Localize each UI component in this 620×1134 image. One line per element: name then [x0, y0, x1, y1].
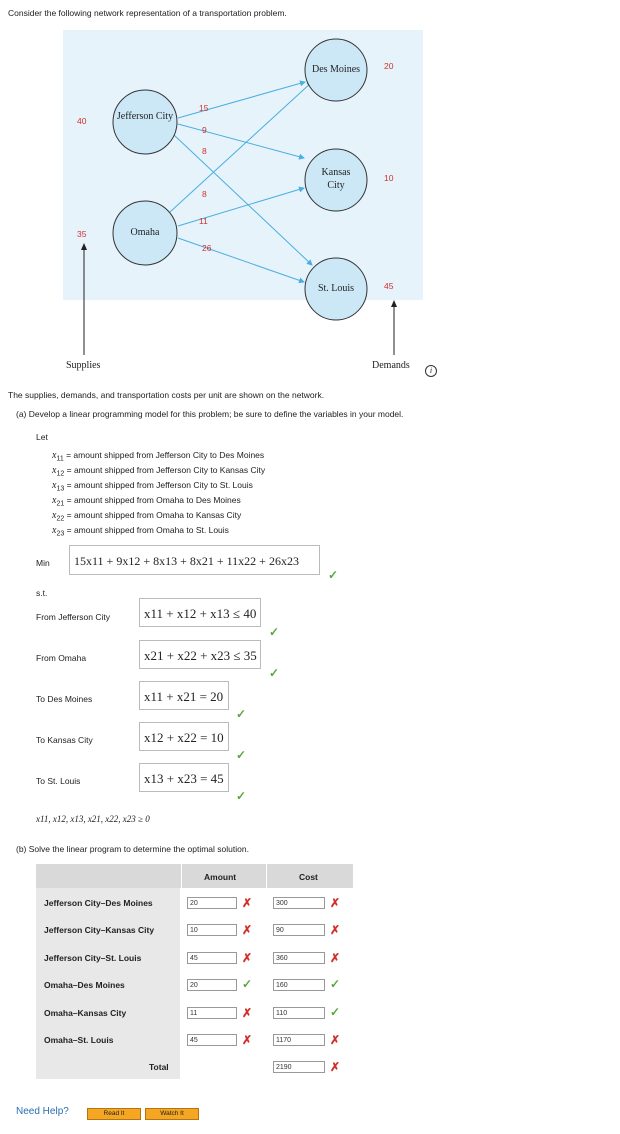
- node-label-des-moines: Des Moines: [311, 64, 361, 75]
- check-icon: ✓: [242, 977, 253, 991]
- row-label-om-sl: Omaha–St. Louis: [44, 1035, 114, 1045]
- constraint-label-st-louis: To St. Louis: [36, 776, 81, 786]
- read-it-button[interactable]: Read It: [87, 1108, 141, 1120]
- cross-icon: ✗: [242, 896, 253, 910]
- demand-des-moines: 20: [384, 61, 394, 71]
- cross-icon: ✗: [242, 951, 253, 965]
- cross-icon: ✗: [330, 951, 341, 965]
- cross-icon: ✗: [242, 1006, 253, 1020]
- var-def-x23: $x_{23}$ = amount shipped from Omaha to St. Louis: [52, 525, 229, 538]
- nonnegativity: x11, x12, x13, x21, x22, x23 ≥ 0: [36, 814, 150, 824]
- min-label: Min: [36, 558, 50, 568]
- check-icon: ✓: [330, 1005, 341, 1019]
- cross-icon: ✗: [330, 1060, 341, 1074]
- demand-kansas-city: 10: [384, 173, 394, 183]
- part-a-prompt: (a) Develop a linear programming model for this problem; be sure to define the variables in your model.: [16, 409, 404, 419]
- info-icon[interactable]: i: [425, 365, 437, 377]
- diagram-background: [63, 30, 423, 300]
- row-label-jc-dm: Jefferson City–Des Moines: [44, 898, 153, 908]
- constraint-field-des-moines[interactable]: x11 + x21 = 20: [139, 681, 229, 710]
- total-cost-input[interactable]: 2190: [273, 1061, 325, 1073]
- cost-jc-dm: 15: [199, 103, 209, 113]
- check-icon: ✓: [236, 748, 247, 762]
- amount-input-om-kc[interactable]: 11: [187, 1007, 237, 1019]
- row-label-om-kc: Omaha–Kansas City: [44, 1008, 127, 1018]
- cross-icon: ✗: [242, 923, 253, 937]
- var-def-x21: $x_{21}$ = amount shipped from Omaha to Des Moines: [52, 495, 241, 508]
- cost-input-jc-sl[interactable]: 360: [273, 952, 325, 964]
- amount-input-om-sl[interactable]: 45: [187, 1034, 237, 1046]
- check-icon: ✓: [328, 568, 339, 582]
- cost-jc-sl: 8: [202, 146, 207, 156]
- constraint-label-jefferson: From Jefferson City: [36, 612, 111, 622]
- amount-input-jc-sl[interactable]: 45: [187, 952, 237, 964]
- cost-input-om-kc[interactable]: 110: [273, 1007, 325, 1019]
- cost-jc-kc: 9: [202, 125, 207, 135]
- demands-label: Demands: [372, 360, 410, 371]
- amount-input-jc-kc[interactable]: 10: [187, 924, 237, 936]
- constraint-field-omaha[interactable]: x21 + x22 + x23 ≤ 35: [139, 640, 261, 669]
- node-label-kansas-city: Kansas City: [321, 167, 351, 191]
- st-label: s.t.: [36, 588, 48, 598]
- var-def-x13: $x_{13}$ = amount shipped from Jefferson City to St. Louis: [52, 480, 253, 493]
- network-diagram: [0, 0, 620, 380]
- constraint-label-des-moines: To Des Moines: [36, 694, 93, 704]
- constraint-label-kansas-city: To Kansas City: [36, 735, 93, 745]
- check-icon: ✓: [269, 666, 280, 680]
- header-cost: Cost: [299, 872, 318, 882]
- supplies-label: Supplies: [66, 360, 101, 371]
- cost-om-kc: 11: [199, 216, 208, 226]
- intro-text: Consider the following network representation of a transportation problem.: [8, 8, 287, 18]
- cost-om-sl: 26: [202, 243, 212, 253]
- node-label-jefferson: Jefferson City: [116, 111, 174, 122]
- constraint-field-kansas-city[interactable]: x12 + x22 = 10: [139, 722, 229, 751]
- row-label-jc-kc: Jefferson City–Kansas City: [44, 925, 155, 935]
- cost-input-jc-dm[interactable]: 300: [273, 897, 325, 909]
- check-icon: ✓: [236, 789, 247, 803]
- cross-icon: ✗: [330, 923, 341, 937]
- amount-input-om-dm[interactable]: 20: [187, 979, 237, 991]
- constraint-field-jefferson[interactable]: x11 + x12 + x13 ≤ 40: [139, 598, 261, 627]
- total-label: Total: [149, 1062, 169, 1072]
- cross-icon: ✗: [242, 1033, 253, 1047]
- check-icon: ✓: [269, 625, 280, 639]
- cross-icon: ✗: [330, 1033, 341, 1047]
- constraint-label-omaha: From Omaha: [36, 653, 87, 663]
- var-def-x11: $x_{11}$ = amount shipped from Jefferson City to Des Moines: [52, 450, 265, 463]
- demand-st-louis: 45: [384, 281, 394, 291]
- watch-it-button[interactable]: Watch It: [145, 1108, 199, 1120]
- header-amount: Amount: [204, 872, 237, 882]
- node-label-omaha: Omaha: [130, 227, 160, 238]
- cost-input-om-dm[interactable]: 160: [273, 979, 325, 991]
- var-def-x22: $x_{22}$ = amount shipped from Omaha to Kansas City: [52, 510, 242, 523]
- check-icon: ✓: [236, 707, 247, 721]
- supply-omaha: 35: [77, 229, 87, 239]
- need-help-label: Need Help?: [16, 1106, 69, 1117]
- node-label-st-louis: St. Louis: [317, 283, 355, 294]
- objective-field[interactable]: 15x11 + 9x12 + 8x13 + 8x21 + 11x22 + 26x23: [69, 545, 320, 575]
- cost-input-om-sl[interactable]: 1170: [273, 1034, 325, 1046]
- supply-jefferson: 40: [77, 116, 87, 126]
- constraint-field-st-louis[interactable]: x13 + x23 = 45: [139, 763, 229, 792]
- row-label-jc-sl: Jefferson City–St. Louis: [44, 953, 142, 963]
- check-icon: ✓: [330, 977, 341, 991]
- cross-icon: ✗: [330, 896, 341, 910]
- row-label-om-dm: Omaha–Des Moines: [44, 980, 125, 990]
- amount-input-jc-dm[interactable]: 20: [187, 897, 237, 909]
- cost-input-jc-kc[interactable]: 90: [273, 924, 325, 936]
- description-text: The supplies, demands, and transportation costs per unit are shown on the network.: [8, 390, 325, 400]
- var-def-x12: $x_{12}$ = amount shipped from Jefferson City to Kansas City: [52, 465, 266, 478]
- let-label: Let: [36, 432, 48, 442]
- cost-om-dm: 8: [202, 189, 207, 199]
- part-b-prompt: (b) Solve the linear program to determine the optimal solution.: [16, 844, 249, 854]
